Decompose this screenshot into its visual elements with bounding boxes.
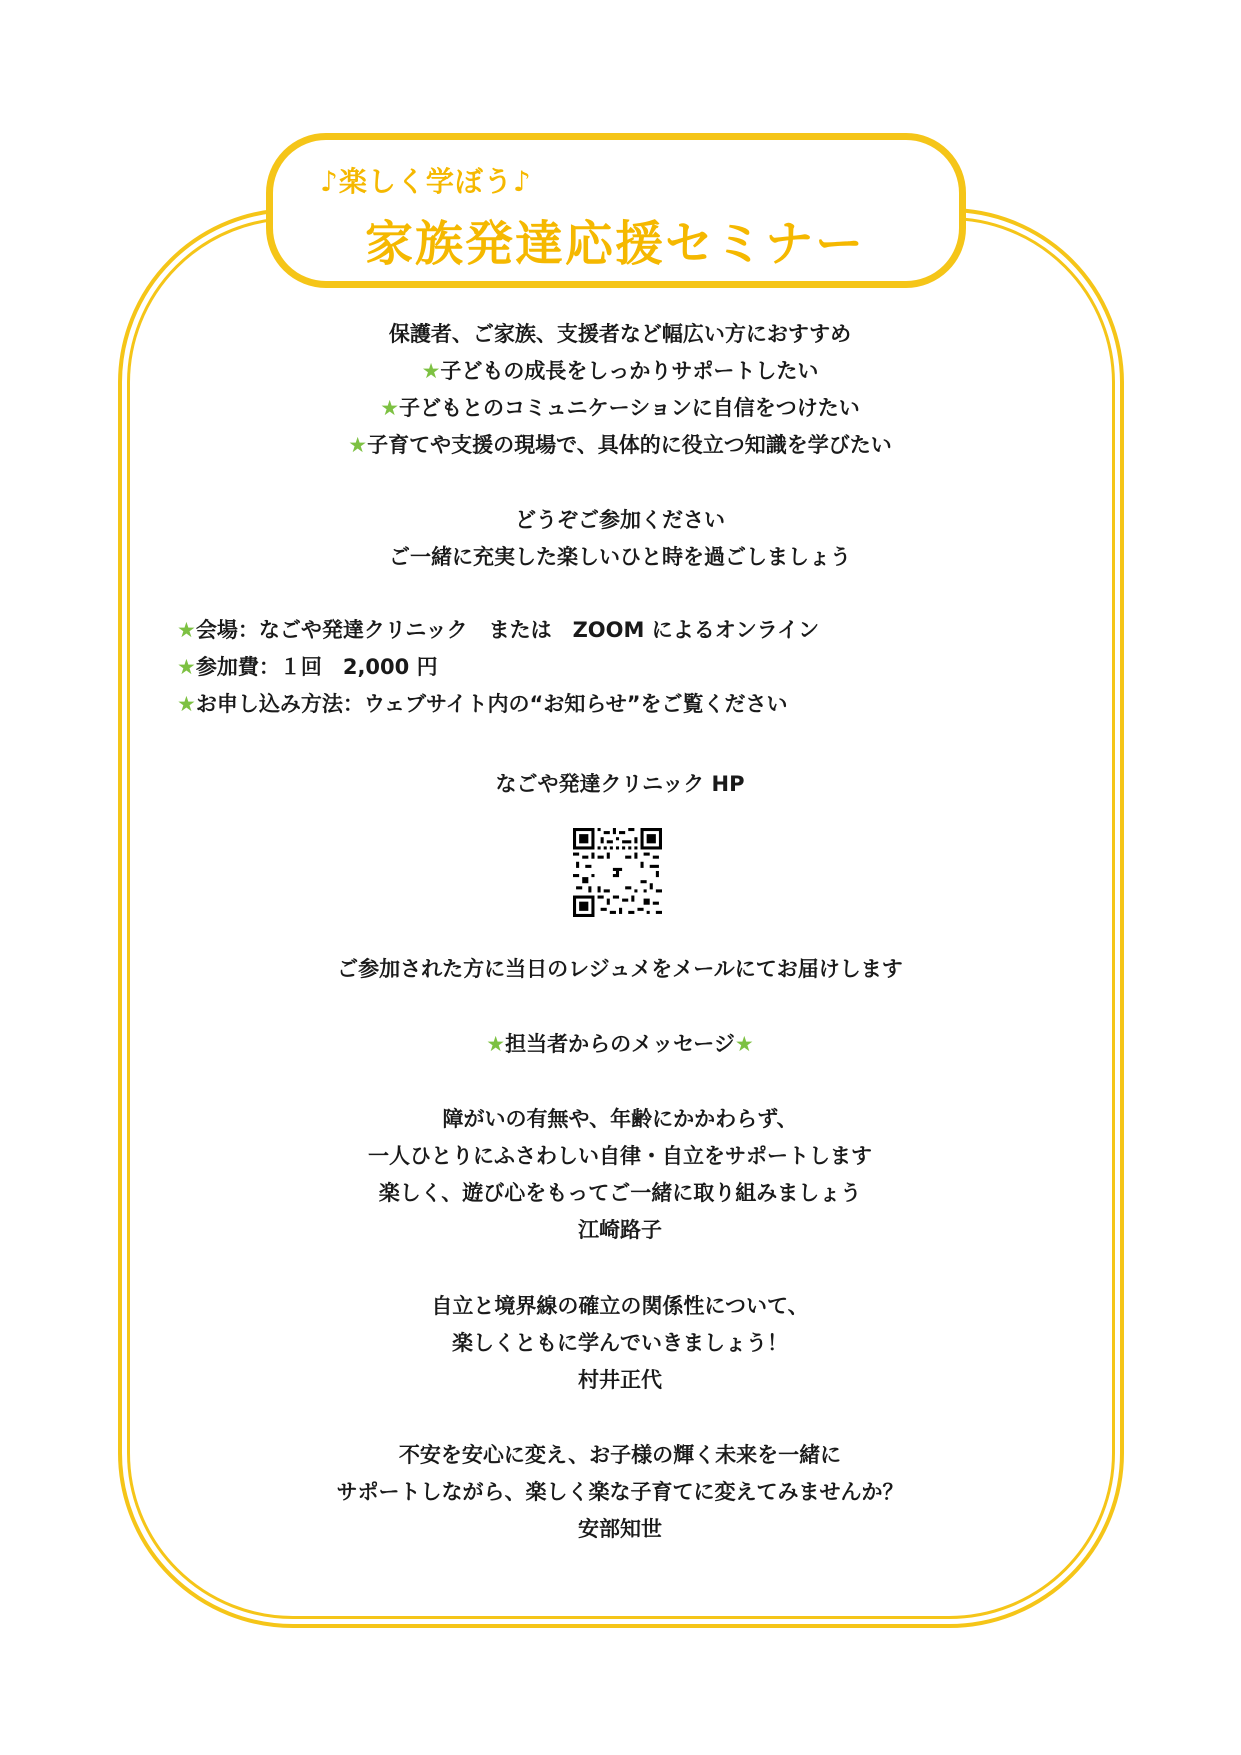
- message-author: 村井正代: [578, 1368, 662, 1392]
- star-icon: ★: [421, 359, 441, 383]
- message-line: 障がいの有無や、年齢にかかわらず、: [442, 1107, 798, 1131]
- intro-point: ★子どもの成長をしっかりサポートしたい: [421, 359, 819, 383]
- message-author: 江崎路子: [578, 1218, 662, 1242]
- message-author: 安部知世: [578, 1517, 662, 1541]
- invite-line: どうぞご参加ください: [515, 508, 725, 532]
- star-icon: ★: [177, 618, 196, 642]
- star-icon: ★: [734, 1032, 754, 1056]
- intro-lead: 保護者、ご家族、支援者など幅広い方におすすめ: [388, 322, 852, 346]
- website-label[interactable]: なごや発達クリニック HP: [495, 772, 745, 796]
- message-line: 自立と境界線の確立の関係性について、: [431, 1294, 809, 1318]
- detail-fee: ★参加費：１回 2,000 円: [177, 655, 438, 679]
- title-subtitle: ♪楽しく学ぼう♪: [320, 165, 532, 198]
- detail-venue: ★会場：なごや発達クリニック または ZOOM によるオンライン: [177, 618, 820, 642]
- messages-heading-section: [140, 1026, 1100, 1063]
- star-icon: ★: [177, 692, 196, 716]
- intro-point: ★子育てや支援の現場で、具体的に役立つ知識を学びたい: [348, 433, 892, 457]
- message-line: サポートしながら、楽しく楽な子育てに変えてみませんか？: [336, 1480, 904, 1504]
- star-icon: ★: [348, 433, 368, 457]
- intro-section: [140, 316, 1100, 464]
- message-block: [140, 1288, 1100, 1399]
- star-icon: ★: [486, 1032, 506, 1056]
- message-line: 一人ひとりにふさわしい自律・自立をサポートします: [368, 1144, 872, 1168]
- invite-section: [140, 502, 1100, 576]
- resume-note: ご参加された方に当日のレジュメをメールにてお届けします: [337, 957, 903, 981]
- star-icon: ★: [177, 655, 196, 679]
- website-section: [140, 766, 1100, 803]
- resume-section: [140, 951, 1100, 988]
- message-line: 不安を安心に変え、お子様の輝く未来を一緒に: [398, 1443, 842, 1467]
- star-icon: ★: [380, 396, 400, 420]
- page-title: 家族発達応援セミナー: [365, 216, 866, 272]
- message-block: [140, 1437, 1100, 1548]
- message-block: [140, 1101, 1100, 1249]
- invite-line: ご一緒に充実した楽しいひと時を過ごしましょう: [389, 545, 851, 569]
- details-section: [177, 612, 819, 723]
- message-line: 楽しく、遊び心をもってご一緒に取り組みましょう: [378, 1181, 862, 1205]
- intro-point: ★子どもとのコミュニケーションに自信をつけたい: [380, 396, 860, 420]
- detail-application: ★お申し込み方法：ウェブサイト内の“お知らせ”をご覧ください: [177, 692, 788, 716]
- message-line: 楽しくともに学んでいきましょう！: [452, 1331, 788, 1355]
- messages-heading: ★担当者からのメッセージ★: [486, 1032, 754, 1056]
- qr-code[interactable]: [573, 828, 662, 917]
